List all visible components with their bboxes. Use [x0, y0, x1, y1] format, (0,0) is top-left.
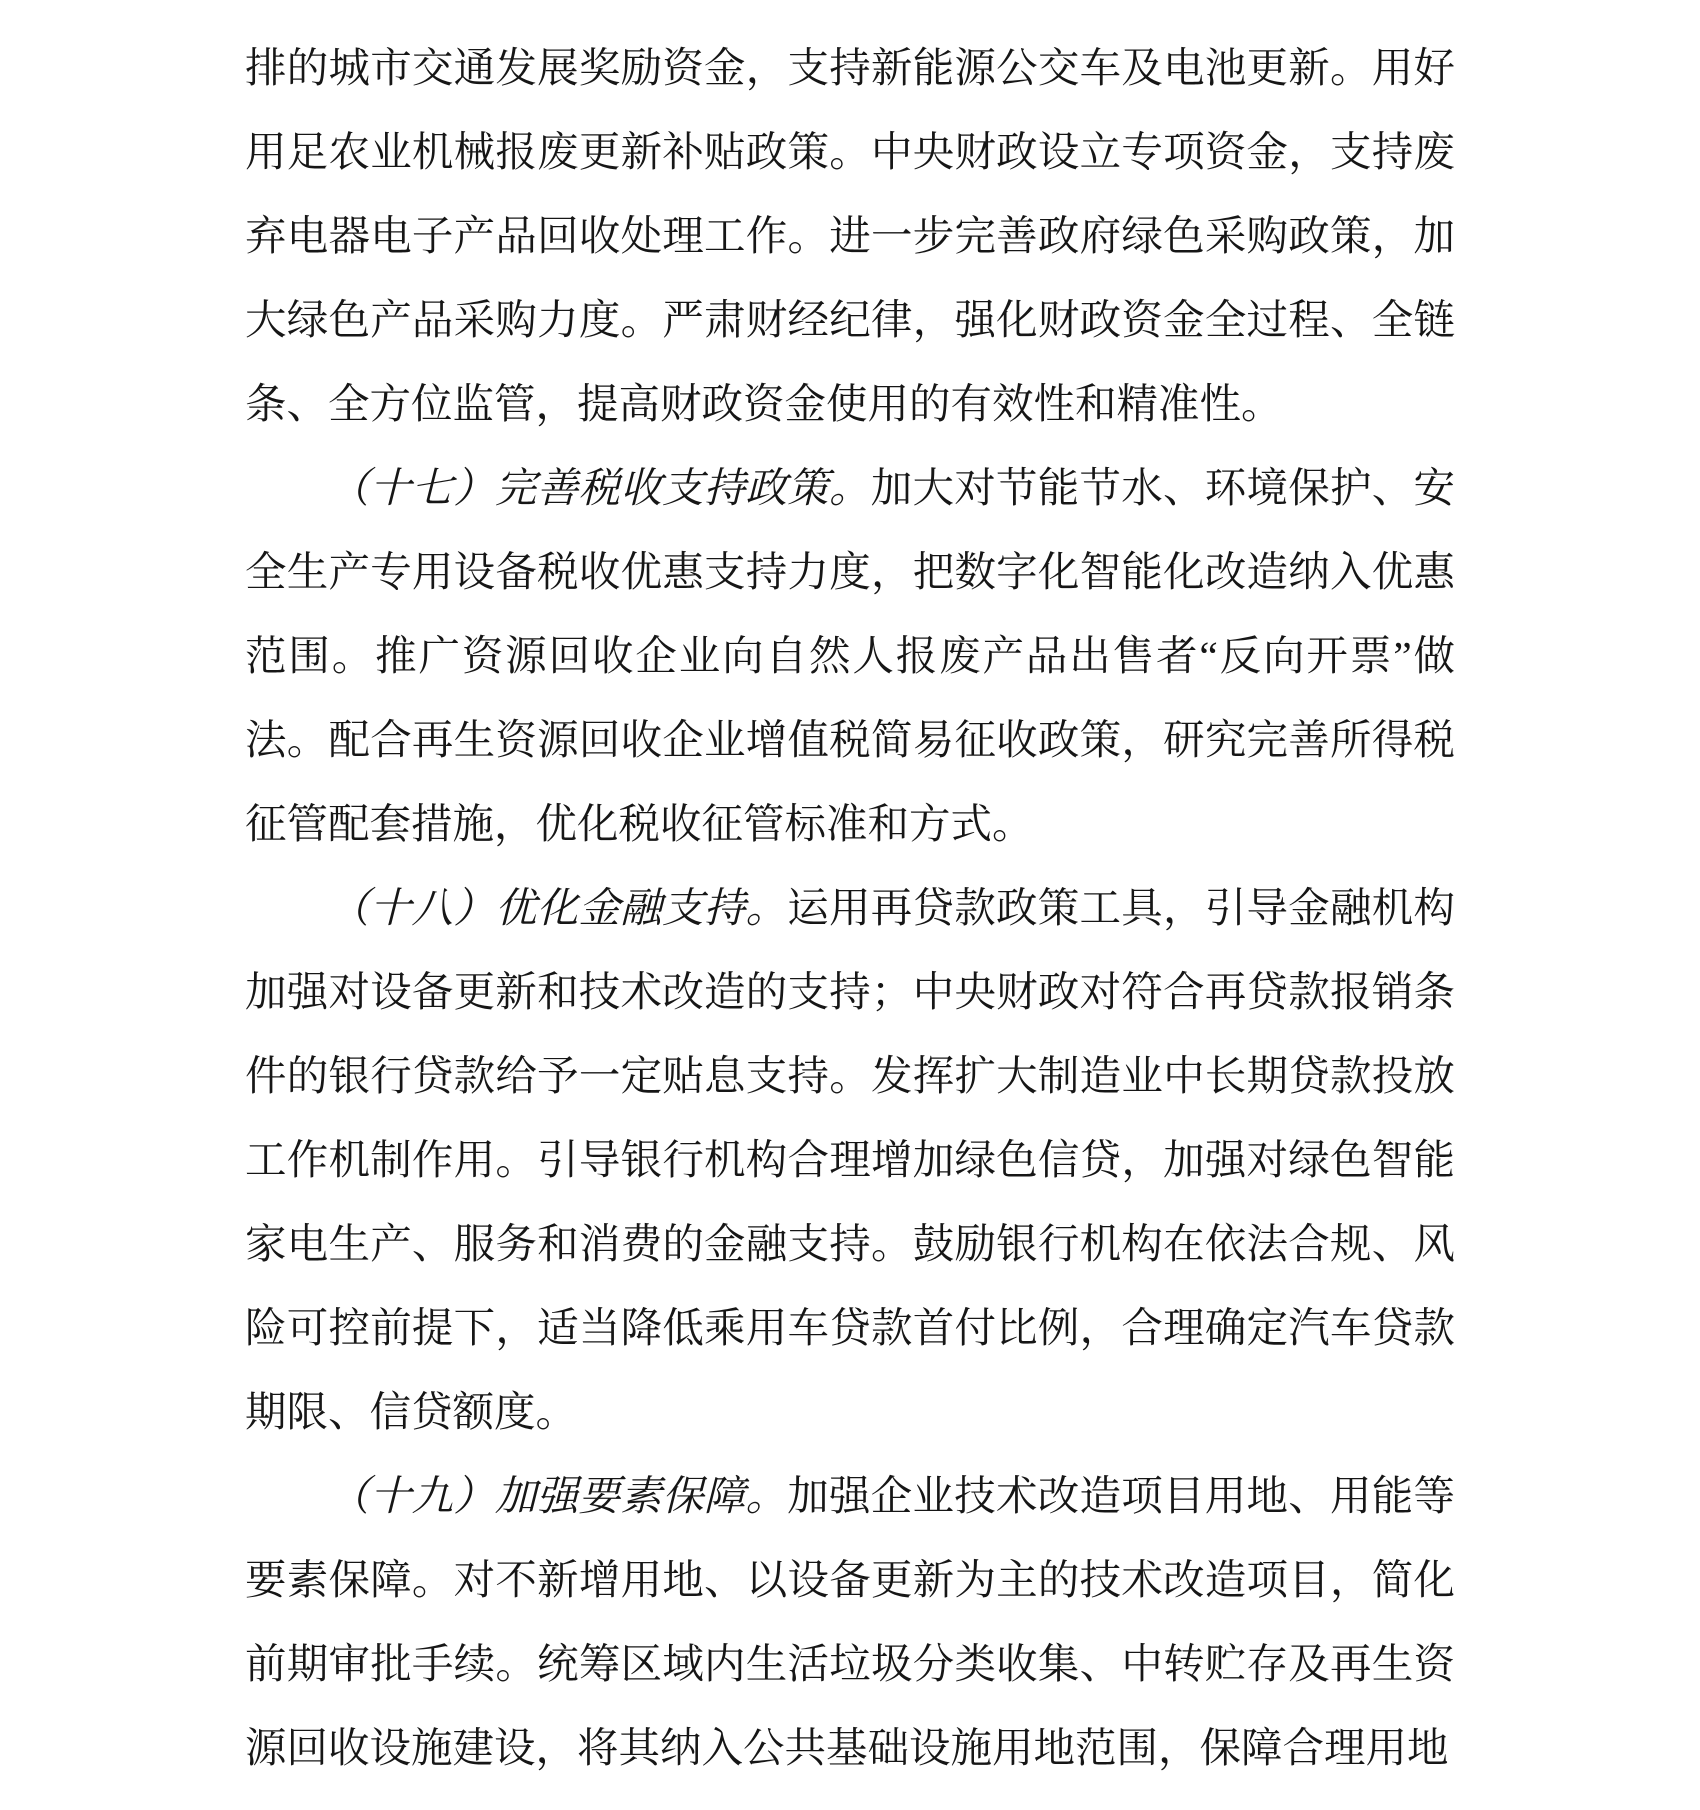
paragraph-text: 加大对节能节水、环境保护、安全生产专用设备税收优惠支持力度，把数字化智能化改造纳入优惠范围。推广资源回收企业向自然人报废产品出售者“反向开票”做法。配合再生资源回收企业增值税简易征收政策，研究完善所得税征管配套措施，优化税收征管标准和方式。 [245, 465, 1455, 847]
section-paragraph-18 [245, 866, 1455, 1454]
section-paragraph-17 [245, 446, 1455, 866]
section-paragraph-19 [245, 1454, 1455, 1790]
paragraph-text: 排的城市交通发展奖励资金，支持新能源公交车及电池更新。用好用足农业机械报废更新补贴政策。中央财政设立专项资金，支持废弃电器电子产品回收处理工作。进一步完善政府绿色采购政策，加大绿色产品采购力度。严肃财经纪律，强化财政资金全过程、全链条、全方位监管，提高财政资金使用的有效性和精准性。 [245, 45, 1455, 427]
section-heading-19: （十九）加强要素保障。 [328, 1473, 788, 1519]
section-heading-18: （十八）优化金融支持。 [328, 885, 788, 931]
section-heading-17: （十七）完善税收支持政策。 [328, 465, 871, 511]
paragraph-text: 加强企业技术改造项目用地、用能等要素保障。对不新增用地、以设备更新为主的技术改造项目，简化前期审批手续。统筹区域内生活垃圾分类收集、中转贮存及再生资源回收设施建设，将其纳入公共基础设施用地范围，保障合理用地 [245, 1473, 1455, 1771]
paragraph-text: 运用再贷款政策工具，引导金融机构加强对设备更新和技术改造的支持；中央财政对符合再贷款报销条件的银行贷款给予一定贴息支持。发挥扩大制造业中长期贷款投放工作机制作用。引导银行机构合理增加绿色信贷，加强对绿色智能家电生产、服务和消费的金融支持。鼓励银行机构在依法合规、风险可控前提下，适当降低乘用车贷款首付比例，合理确定汽车贷款期限、信贷额度。 [245, 885, 1455, 1435]
document-body [245, 26, 1455, 1790]
paragraph-continuation [245, 26, 1455, 446]
